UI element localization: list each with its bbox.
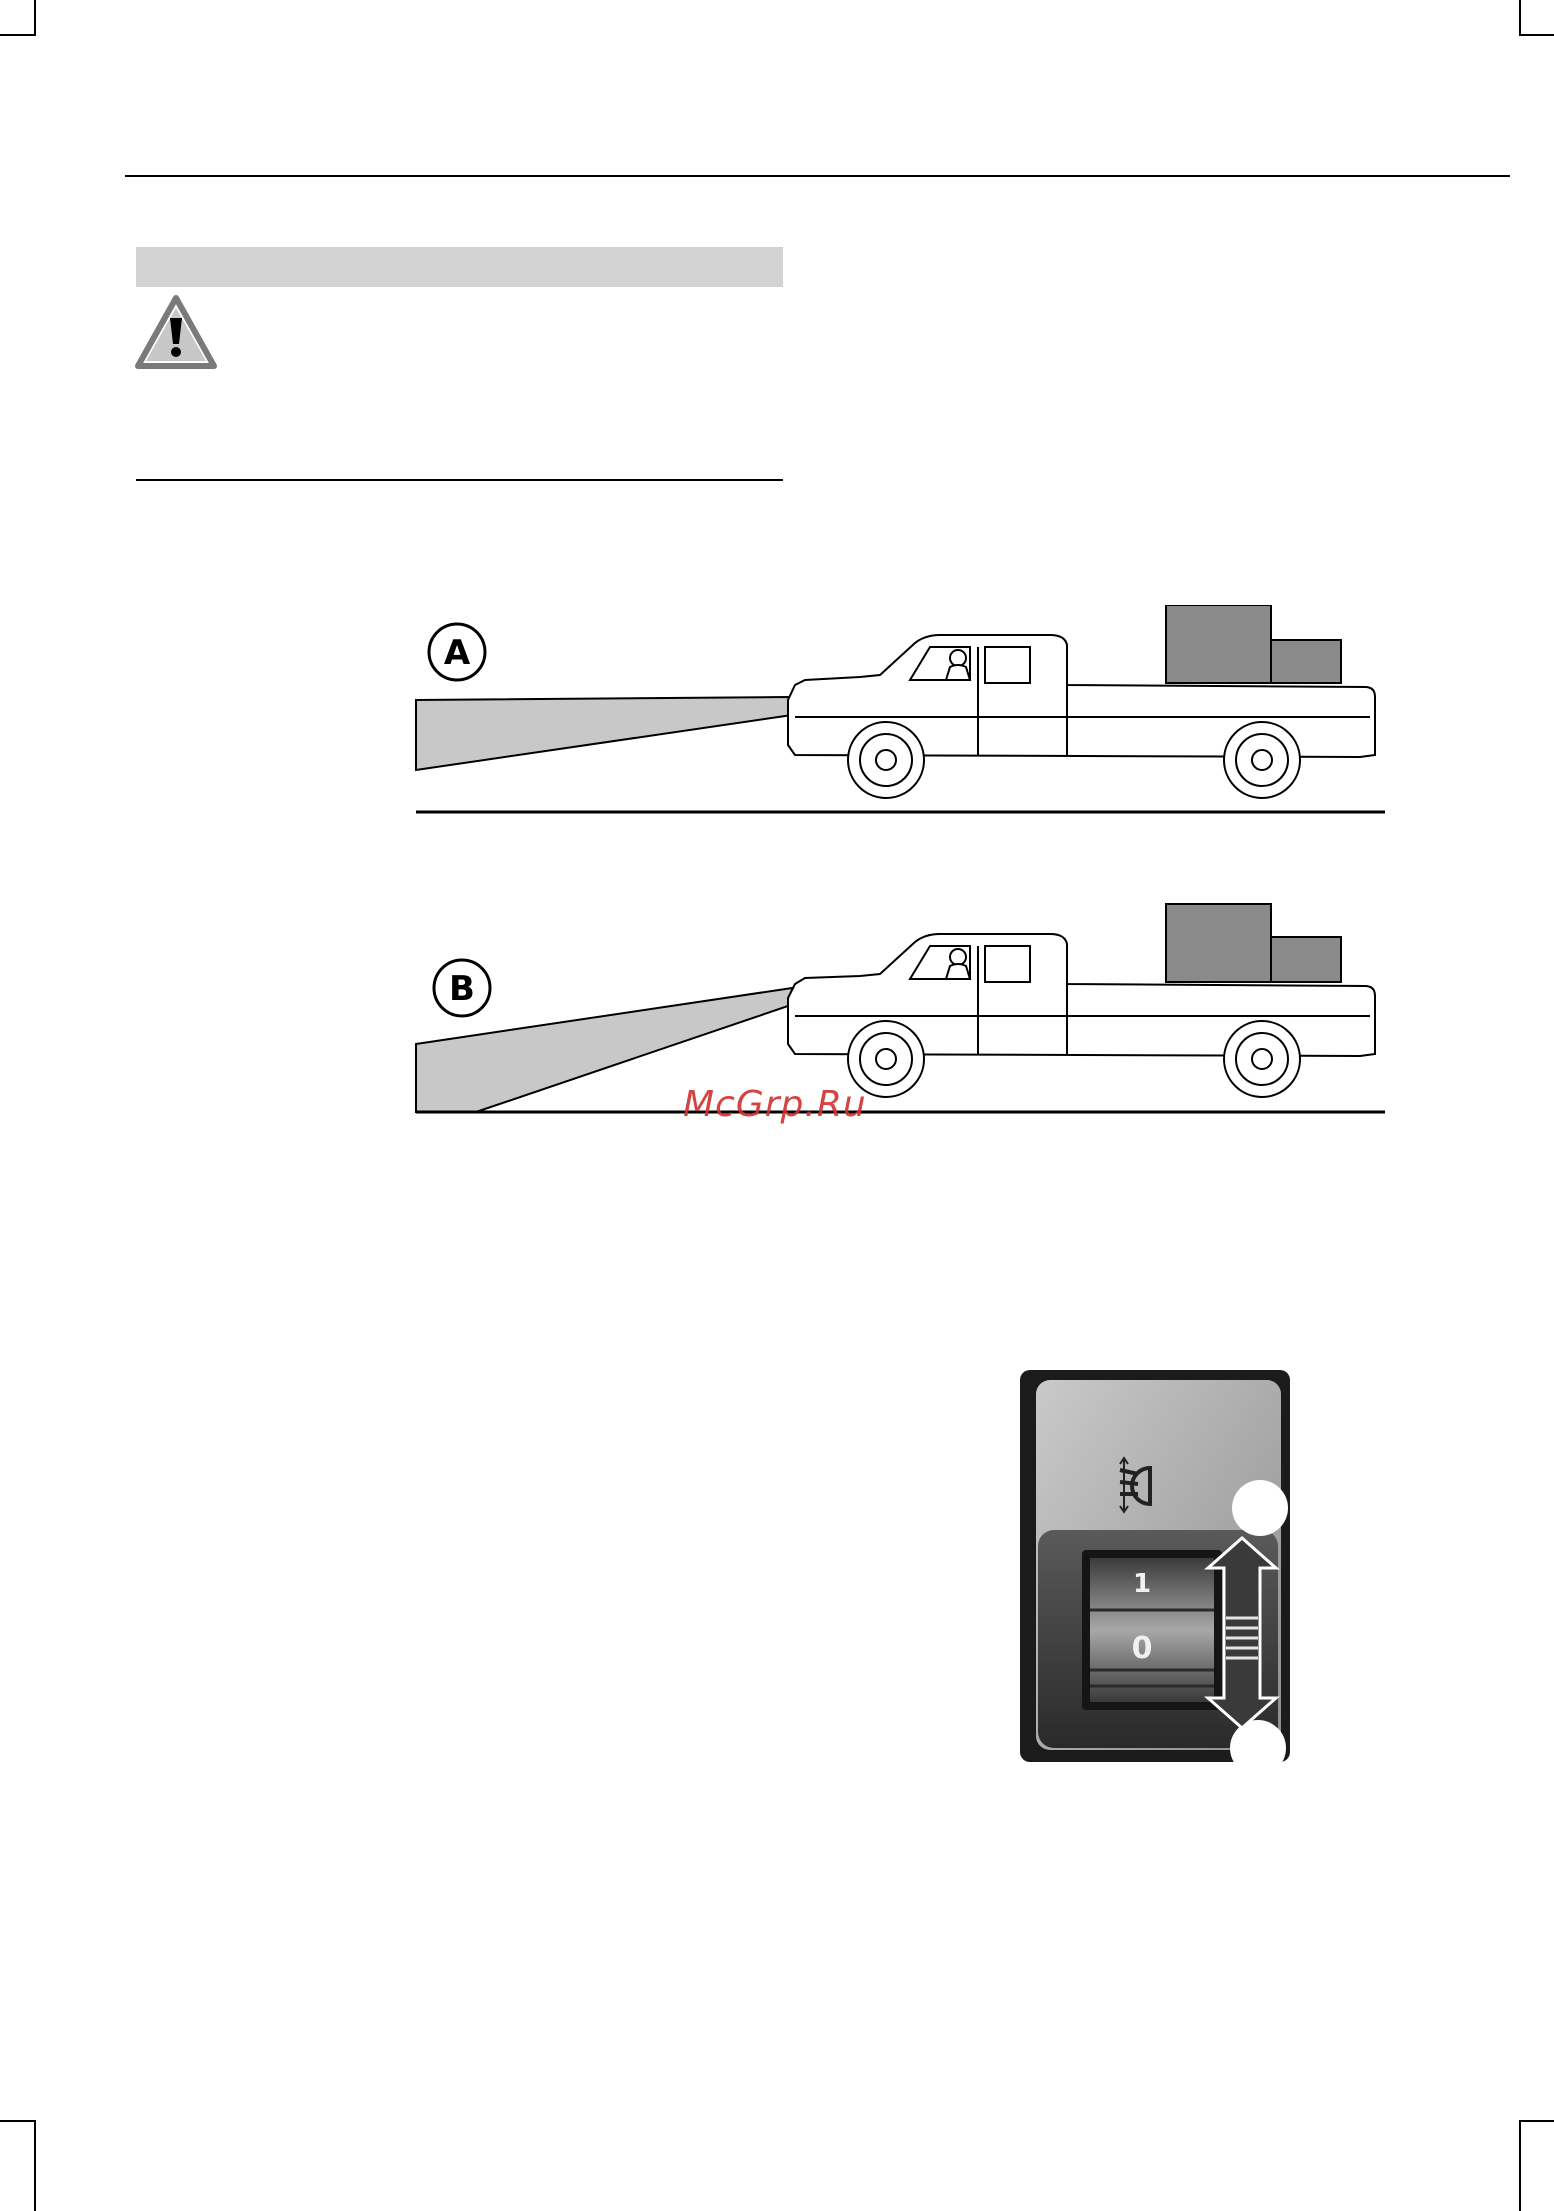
- crop-mark-top-right-h: [1519, 34, 1554, 36]
- header-rule: [125, 175, 1510, 177]
- figure-a-pickup-truck: [788, 605, 1375, 798]
- crop-mark-bottom-left-h: [0, 2120, 36, 2122]
- crop-mark-top-left-h: [0, 34, 36, 36]
- warning-triangle-icon: [134, 294, 218, 370]
- crop-mark-bottom-right-v: [1519, 2120, 1521, 2211]
- crop-mark-top-right-v: [1519, 0, 1521, 36]
- wheel-position-1: 1: [1132, 1569, 1152, 1599]
- crop-mark-top-left-v: [34, 0, 36, 36]
- figure-b-beam-lowered: [410, 892, 1390, 1124]
- callout-circle-top: [1232, 1480, 1288, 1536]
- figure-a-light-beam: [416, 697, 792, 770]
- warning-band: [136, 247, 783, 287]
- figure-a-label: A: [443, 633, 471, 673]
- wheel-position-0: 0: [1131, 1631, 1153, 1666]
- figure-a-beam-level: [410, 605, 1390, 825]
- crop-mark-bottom-left-v: [34, 2120, 36, 2211]
- warning-rule: [136, 479, 783, 481]
- levelling-thumbwheel[interactable]: [1090, 1558, 1214, 1702]
- crop-mark-bottom-right-h: [1519, 2120, 1554, 2122]
- figure-b-label: B: [449, 969, 475, 1009]
- figure-a-label-badge: [429, 624, 485, 680]
- watermark: McGrp.Ru: [683, 1084, 867, 1125]
- headlamp-levelling-control-photo: [1020, 1370, 1290, 1762]
- figure-b-pickup-truck: [788, 904, 1375, 1097]
- figure-b-label-badge: [434, 960, 490, 1016]
